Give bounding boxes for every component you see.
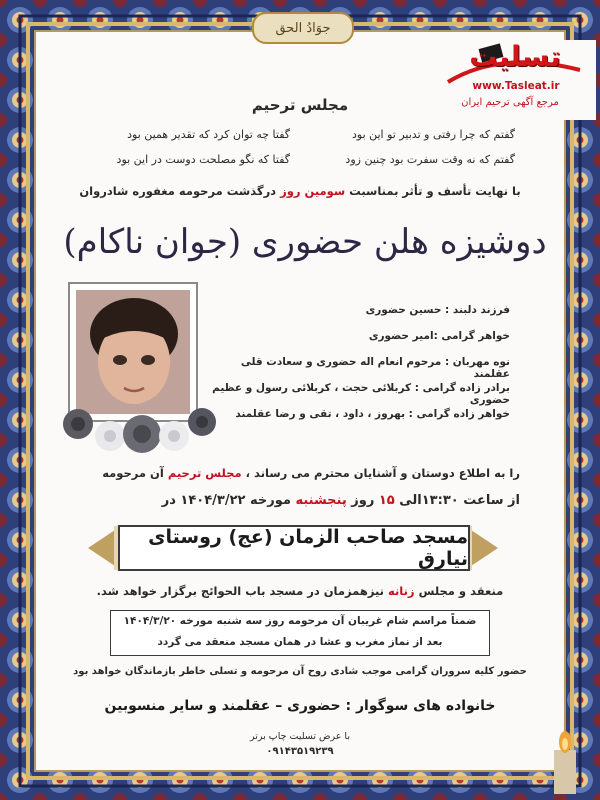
poem-line2-left: گفتا که نگو مصلحت دوست در این بود <box>116 153 290 166</box>
note-line-2: بعد از نماز مغرب و عشا در همان مسجد منعقد می گردد <box>157 636 443 648</box>
flowers-icon <box>52 398 222 458</box>
women-a: منعقد و مجلس <box>414 584 504 598</box>
note-line-1: ضمناً مراسم شام غریبان آن مرحومه روز سه شنبه مورخه ۱۴۰۴/۳/۲۰ <box>123 615 477 627</box>
intro-highlight: سومین روز <box>280 184 346 198</box>
announce-2a: از ساعت ۱۳:۳۰الی <box>394 493 520 508</box>
announce-2e: مورخه ۱۴۰۴/۳/۲۲ در <box>161 493 296 508</box>
portrait-image <box>76 290 190 414</box>
portrait-icon <box>76 290 190 414</box>
intro-line <box>70 184 530 198</box>
announce-line-2 <box>80 493 520 508</box>
announce-2b: ۱۵ <box>378 493 395 508</box>
poem-line2-right: گفتم که نه وقت سفرت بود چنین زود <box>345 153 515 166</box>
announce-1a: را به اطلاع دوستان و آشنایان محترم می رساند ، <box>241 466 520 480</box>
announce-line-1 <box>80 466 520 480</box>
deceased-name: دوشیزه هلن حضوری (جوان ناکام) <box>63 222 547 262</box>
phone-number: ۰۹۱۴۳۵۱۹۲۳۹ <box>266 746 334 757</box>
family-line-5: خواهر زاده گرامی : بهروز ، داود ، تقی و رضا عقلمند <box>235 408 510 420</box>
women-ceremony-line <box>70 584 530 598</box>
women-b: زنانه <box>388 584 415 598</box>
venue-name: مسجد صاحب الزمان (عج) روستای نیارق <box>118 525 470 571</box>
family-line-4: برادر زاده گرامی : کربلائی حجت ، کربلائی رسول و عظیم حضوری <box>212 382 510 406</box>
site-tagline: مرجع آگهی ترحیم ایران <box>461 97 559 108</box>
poem-line1-left: گفتا چه توان کرد که تقدیر همین بود <box>127 128 290 141</box>
family-line-1: فرزند دلبند : حسین حضوری <box>365 304 510 316</box>
logo-text: تسلیت <box>469 40 561 73</box>
women-c: نیزهمزمان در مسجد باب الحوائج برگزار خواهد شد. <box>96 584 388 598</box>
top-cartouche: جوَادُ الحق <box>252 12 354 44</box>
announce-1b: مجلس ترحیم <box>167 466 242 480</box>
site-url[interactable]: www.Tasleat.ir <box>472 80 560 92</box>
candle-icon <box>536 720 596 796</box>
announce-2c: روز <box>346 493 379 508</box>
ceremony-title: مجلس ترحیم <box>251 96 349 114</box>
intro-part2: درگذشت مرحومه مغفوره شادروان <box>79 184 281 198</box>
print-credit: با عرض تسلیت چاپ برتر <box>250 731 350 742</box>
family-line-2: خواهر گرامی :امیر حضوری <box>368 330 510 342</box>
announce-1c: آن مرحومه <box>102 466 168 480</box>
closing-line: حضور کلیه سروران گرامی موجب شادی روح آن مرحومه و تسلی خاطر بازماندگان خواهد بود <box>73 666 527 677</box>
poem-line1-right: گفتم که چرا رفتی و تدبیر تو این بود <box>351 128 515 141</box>
mourners-line: خانواده های سوگوار : حضوری – عقلمند و سایر منسوبین <box>104 698 496 714</box>
family-line-3: نوه مهربان : مرحوم انعام اله حضوری و سعادت قلی عقلمند <box>240 356 510 380</box>
announce-2d: پنجشنبه <box>295 493 347 508</box>
intro-part1: با نهایت تأسف و تأثر بمناسبت <box>345 184 521 198</box>
